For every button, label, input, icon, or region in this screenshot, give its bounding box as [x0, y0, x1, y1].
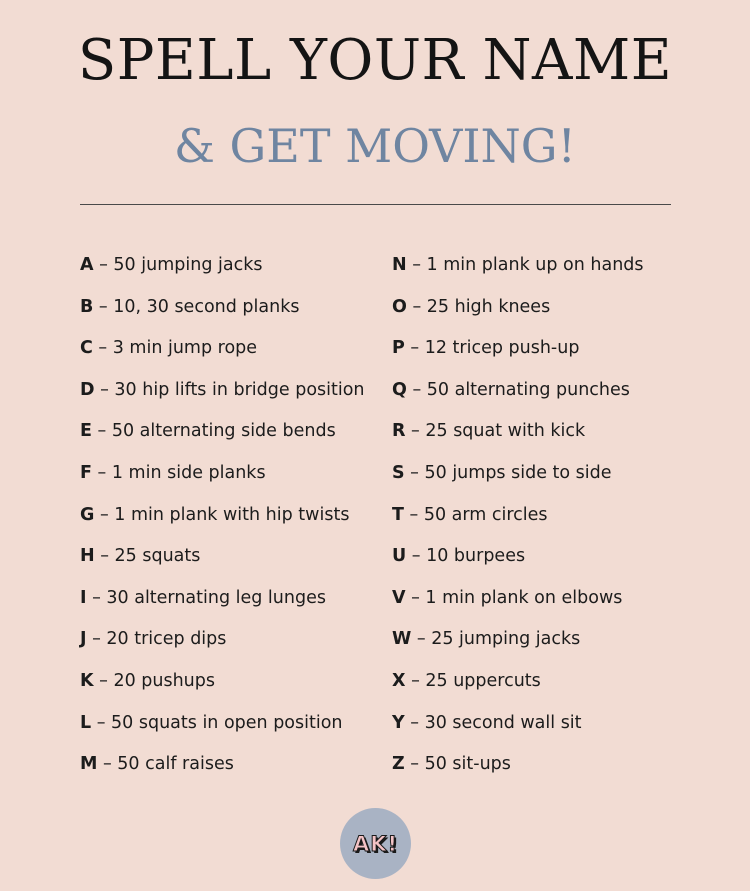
list-item	[80, 746, 365, 788]
exercise-text: – 25 high knees	[406, 296, 551, 317]
exercise-list-right	[392, 247, 644, 788]
letter-label: E	[80, 421, 92, 442]
list-item	[392, 289, 644, 331]
list-item	[80, 372, 365, 414]
list-item	[80, 455, 365, 497]
exercise-text: – 50 jumps side to side	[404, 462, 612, 483]
exercise-text: – 50 sit-ups	[404, 754, 511, 775]
letter-label: C	[80, 338, 93, 359]
exercise-list-left	[80, 247, 365, 788]
list-item	[80, 705, 365, 747]
letter-label: U	[392, 546, 407, 567]
list-item	[80, 289, 365, 331]
list-item	[80, 413, 365, 455]
letter-label: Q	[392, 379, 407, 400]
list-item	[392, 372, 644, 414]
letter-label: R	[392, 421, 406, 442]
list-item	[392, 663, 644, 705]
list-item	[80, 330, 365, 372]
logo-text: AK!	[352, 831, 399, 856]
exercise-text: – 25 uppercuts	[405, 670, 541, 691]
exercise-text: – 10 burpees	[406, 546, 526, 567]
letter-label: S	[392, 462, 405, 483]
exercise-text: – 50 squats in open position	[91, 712, 343, 733]
list-item	[80, 663, 365, 705]
letter-label: P	[392, 338, 405, 359]
letter-label: G	[80, 504, 95, 525]
exercise-text: – 10, 30 second planks	[93, 296, 300, 317]
letter-label: F	[80, 462, 92, 483]
letter-label: D	[80, 379, 95, 400]
brand-logo	[340, 808, 411, 879]
exercise-text: – 30 hip lifts in bridge position	[94, 379, 365, 400]
page-title: SPELL YOUR NAME	[77, 28, 673, 93]
letter-label: L	[80, 712, 92, 733]
exercise-text: – 12 tricep push-up	[404, 338, 580, 359]
list-item	[392, 497, 644, 539]
letter-label: Y	[392, 712, 405, 733]
letter-label: M	[80, 754, 98, 775]
exercise-text: – 50 jumping jacks	[93, 255, 263, 275]
exercise-text: – 30 second wall sit	[404, 712, 582, 733]
exercise-text: – 25 squats	[94, 546, 201, 567]
list-item	[392, 580, 644, 622]
exercise-text: – 1 min plank on elbows	[405, 587, 623, 608]
list-item	[392, 455, 644, 497]
letter-label: W	[392, 629, 412, 650]
list-item	[392, 746, 644, 788]
exercise-text: – 1 min plank up on hands	[406, 255, 644, 275]
exercise-text: – 3 min jump rope	[92, 338, 258, 359]
letter-label: T	[392, 504, 404, 525]
exercise-text: – 1 min side planks	[91, 462, 266, 483]
list-item	[80, 497, 365, 539]
list-item	[392, 538, 644, 580]
letter-label: N	[392, 255, 407, 275]
list-item	[392, 705, 644, 747]
exercise-text: – 1 min plank with hip twists	[94, 504, 350, 525]
list-item	[392, 247, 644, 289]
exercise-text: – 30 alternating leg lunges	[86, 587, 326, 608]
list-item	[80, 538, 365, 580]
letter-label: H	[80, 546, 95, 567]
letter-label: O	[392, 296, 407, 317]
exercise-text: – 50 arm circles	[403, 504, 548, 525]
list-item	[392, 621, 644, 663]
exercise-text: – 50 alternating punches	[406, 379, 630, 400]
letter-label: V	[392, 587, 406, 608]
exercise-text: – 25 squat with kick	[405, 421, 586, 442]
letter-label: I	[80, 587, 87, 608]
exercise-text: – 50 calf raises	[97, 754, 234, 775]
list-item	[392, 330, 644, 372]
list-item	[80, 247, 365, 289]
exercise-text: – 25 jumping jacks	[411, 629, 581, 650]
list-item	[80, 580, 365, 622]
list-item	[80, 621, 365, 663]
letter-label: K	[80, 670, 94, 691]
letter-label: A	[80, 255, 94, 275]
exercise-text: – 50 alternating side bends	[91, 421, 336, 442]
exercise-text: – 20 pushups	[93, 670, 215, 691]
divider	[80, 204, 671, 205]
letter-label: J	[80, 629, 87, 650]
letter-label: Z	[392, 754, 405, 775]
list-item	[392, 413, 644, 455]
letter-label: B	[80, 296, 94, 317]
page-subtitle: & GET MOVING!	[173, 119, 577, 173]
exercise-text: – 20 tricep dips	[86, 629, 227, 650]
letter-label: X	[392, 670, 406, 691]
